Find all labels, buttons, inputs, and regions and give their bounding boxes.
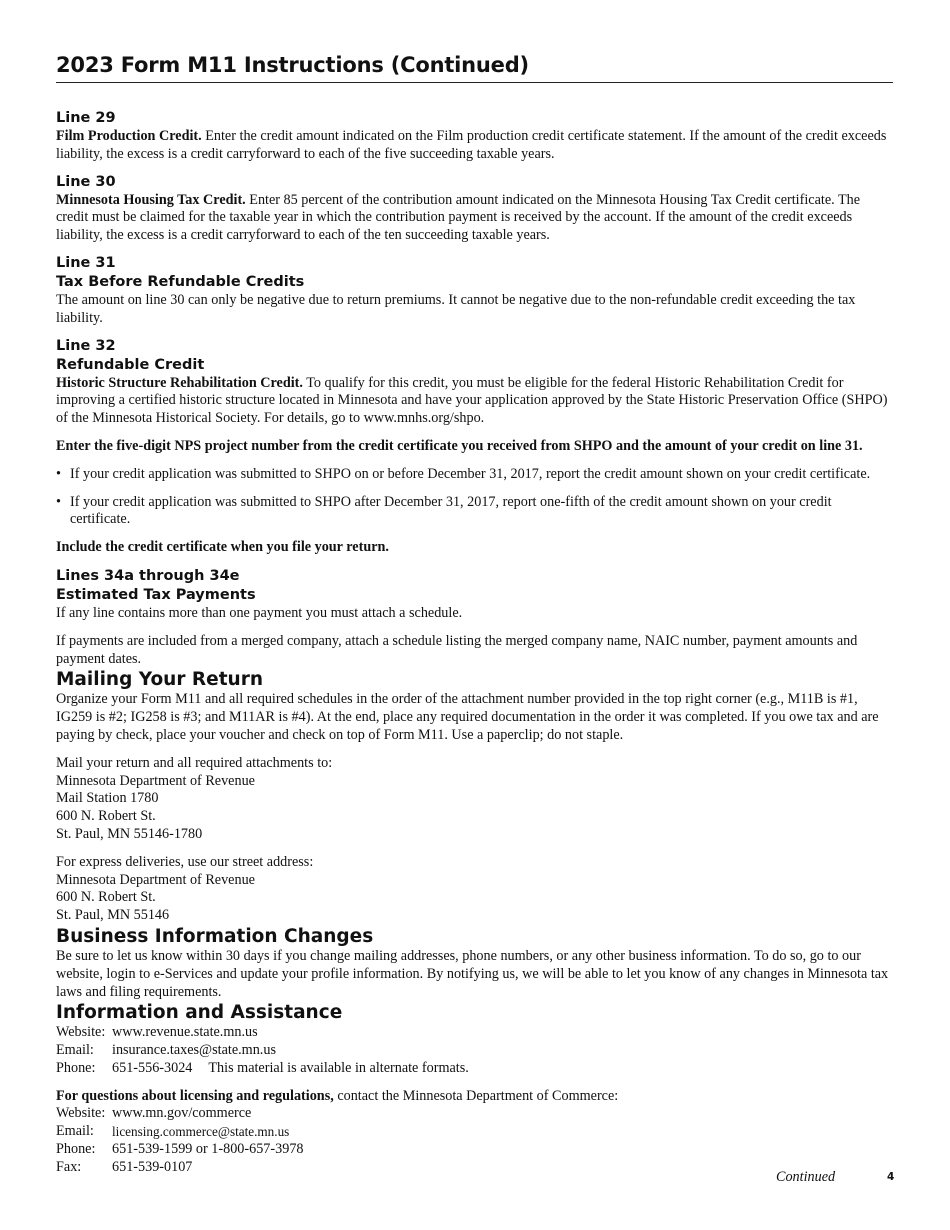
express-address-line: St. Paul, MN 55146: [56, 907, 170, 924]
commerce-fax-label: Fax:: [56, 1158, 82, 1175]
line32-instruction: [56, 438, 893, 456]
mail-address-block: [56, 755, 893, 844]
commerce-email-row: [56, 1123, 893, 1141]
mail-address-line: Mail Station 1780: [56, 790, 159, 807]
business-text: Be sure to let us know within 30 days if you change mailing addresses, phone numbers, or any other business information. To do so, go to our website, login to e-Services and update your profile information. By notifying us, we will be able to let you know of any changes in Minnesota tax laws and filing requirements.: [56, 947, 889, 1000]
express-address-line: 600 N. Robert St.: [56, 889, 156, 906]
bullet-icon: •: [56, 465, 61, 482]
line31-heading: Line 31: [56, 254, 116, 271]
commerce-lead: For questions about licensing and regulations,: [56, 1087, 334, 1104]
commerce-text: contact the Minnesota Department of Commerce:: [333, 1087, 619, 1104]
info-heading: Information and Assistance: [56, 1002, 343, 1024]
line32-heading: Line 32: [56, 337, 116, 354]
line29-paragraph: [56, 128, 893, 164]
line32-bullet-1-text: If your credit application was submitted to SHPO on or before December 31, 2017, report the credit amount shown on your credit certificate.: [70, 465, 871, 482]
line30-heading: Line 30: [56, 173, 116, 190]
line31-text: The amount on line 30 can only be negative due to return premiums. It cannot be negative due to the non-refundable credit exceeding the tax liability.: [56, 291, 856, 326]
line32-lead: Historic Structure Rehabilitation Credit.: [56, 374, 303, 391]
commerce-email-label: Email:: [56, 1123, 94, 1140]
website-label: Website:: [56, 1024, 106, 1041]
mail-address-line: Minnesota Department of Revenue: [56, 772, 255, 789]
commerce-email-link[interactable]: licensing.commerce@state.mn.us: [112, 1124, 290, 1140]
commerce-website-link[interactable]: www.mn.gov/commerce: [112, 1105, 252, 1122]
email-link[interactable]: insurance.taxes@state.mn.us: [112, 1042, 276, 1059]
document-page: [56, 52, 893, 1177]
lines34-heading: Lines 34a through 34e: [56, 567, 240, 584]
line32-bullet-2-text: If your credit application was submitted to SHPO after December 31, 2017, report one-fifth of the credit amount shown on your credit certificate.: [70, 493, 832, 528]
info-phone-row: [56, 1060, 893, 1078]
express-address-block: [56, 854, 893, 925]
line32-bullet-2: [56, 494, 893, 530]
info-email-row: [56, 1042, 893, 1060]
lines34-text1: If any line contains more than one payment you must attach a schedule.: [56, 604, 463, 621]
website-link[interactable]: www.revenue.state.mn.us: [112, 1024, 258, 1041]
mail-address-line: St. Paul, MN 55146-1780: [56, 825, 203, 842]
phone-label: Phone:: [56, 1059, 96, 1076]
line30-text: Enter 85 percent of the contribution amount indicated on the Minnesota Housing Tax Credit certificate. The credit must be claimed for the taxable year in which the contribution payment is received by the account. If the amount of the credit exceeds liability, the excess is a credit carryforward to each of the ten succeeding taxable years.: [56, 191, 861, 244]
commerce-phone-row: [56, 1141, 893, 1159]
lines34-subheading: Estimated Tax Payments: [56, 586, 256, 603]
mailing-text: Organize your Form M11 and all required schedules in the order of the attachment number provided in the top right corner (e.g., M11B is #1, IG259 is #2; IG258 is #3; and M11AR is #4). At the end, place any required documentation in the order it was completed. If you owe tax and are paying by check, place your voucher and check on top of Form M11. Use a paperclip; do not staple.: [56, 691, 879, 743]
page-title: 2023 Form M11 Instructions (Continued): [56, 52, 893, 83]
continued-label: Continued: [776, 1169, 836, 1185]
line30-paragraph: [56, 192, 893, 245]
mailing-heading: Mailing Your Return: [56, 669, 264, 691]
line31-subheading: Tax Before Refundable Credits: [56, 273, 305, 290]
commerce-fax-row: [56, 1159, 893, 1177]
line30-lead: Minnesota Housing Tax Credit.: [56, 191, 246, 208]
mail-address-line: 600 N. Robert St.: [56, 808, 156, 825]
express-address-line: Minnesota Department of Revenue: [56, 871, 255, 888]
business-heading: Business Information Changes: [56, 925, 374, 947]
commerce-intro: [56, 1088, 893, 1106]
express-intro: For express deliveries, use our street address:: [56, 853, 314, 870]
line29-lead: Film Production Credit.: [56, 128, 202, 144]
page-number: 4: [887, 1171, 895, 1183]
line32-bullet-1: [56, 466, 893, 484]
commerce-fax-value: 651-539-0107: [112, 1158, 193, 1175]
line32-include: [56, 539, 893, 557]
line32-instruction-text: Enter the five-digit NPS project number from the credit certificate you received from SHPO and the amount of your credit on line 31.: [56, 437, 863, 454]
line32-text: To qualify for this credit, you must be eligible for the federal Historic Rehabilitation Credit for improving a certified historic structure located in Minnesota and have your application approved by the State Historic Preservation Office (SHPO) of the Minnesota Historical Society. For details, go to www.mnhs.org/shpo.: [56, 374, 888, 427]
email-label: Email:: [56, 1042, 94, 1059]
lines34-text2: If payments are included from a merged company, attach a schedule listing the merged company name, NAIC number, payment amounts and payment dates.: [56, 632, 858, 667]
mail-intro: Mail your return and all required attachments to:: [56, 754, 333, 771]
commerce-website-label: Website:: [56, 1105, 106, 1122]
info-website-row: [56, 1024, 893, 1042]
commerce-phone-label: Phone:: [56, 1141, 96, 1158]
line32-include-text: Include the credit certificate when you file your return.: [56, 539, 389, 556]
commerce-website-row: [56, 1105, 893, 1123]
line29-heading: Line 29: [56, 110, 116, 126]
alt-formats-note: This material is available in alternate formats.: [208, 1059, 469, 1076]
line32-paragraph: [56, 375, 893, 428]
commerce-phone-value: 651-539-1599 or 1-800-657-3978: [112, 1141, 304, 1158]
bullet-icon: •: [56, 493, 61, 510]
line29-text: Enter the credit amount indicated on the Film production credit certificate statement. If the amount of the credit exceeds liability, the excess is a credit carryforward to each of the five succeeding taxable years.: [56, 128, 887, 162]
phone-value: 651-556-3024: [112, 1059, 193, 1076]
line32-subheading: Refundable Credit: [56, 356, 205, 373]
